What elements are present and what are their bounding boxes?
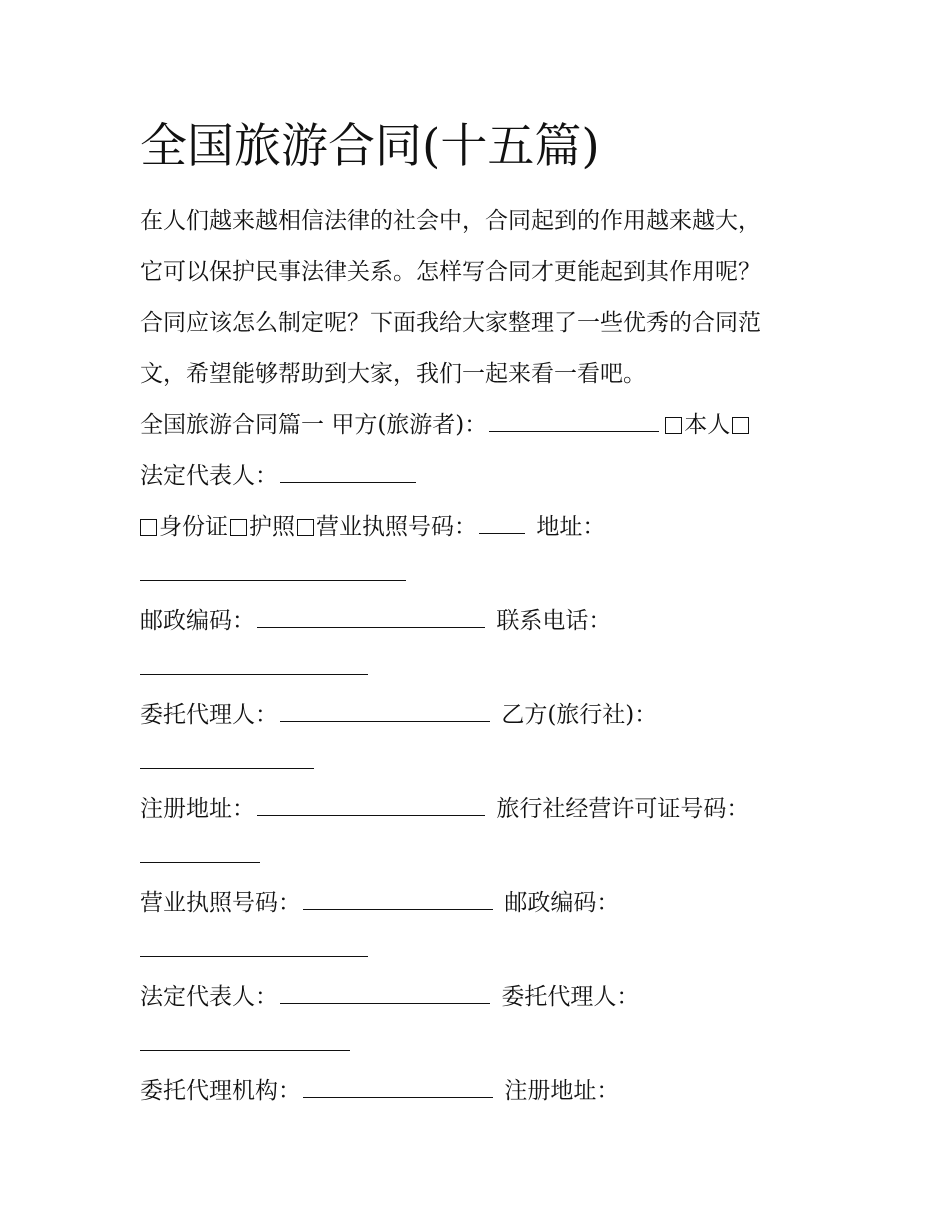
- section-heading: 全国旅游合同篇一: [140, 412, 324, 438]
- party-a-label: 甲方(旅游者)：: [331, 412, 488, 438]
- agency-label: 委托代理机构：: [140, 1078, 301, 1104]
- legal-rep-2-blank[interactable]: [280, 981, 490, 1004]
- registered-address-label-2: 注册地址：: [504, 1078, 620, 1104]
- postcode-2-blank[interactable]: [140, 934, 368, 957]
- form-line-id-type: [140, 511, 605, 543]
- intro-line-4: 文，希望能够帮助到大家，我们一起来看一看吧。: [140, 361, 646, 387]
- legal-rep-label: 法定代表人：: [140, 463, 278, 489]
- passport-option-label: 护照: [249, 514, 295, 540]
- form-line-legal-rep-2: [140, 981, 639, 1013]
- agent-2-blank[interactable]: [140, 1028, 350, 1051]
- form-line-legal-rep: [140, 460, 420, 492]
- agent-label: 委托代理人：: [140, 702, 278, 728]
- self-option-label: 本人: [684, 412, 731, 438]
- passport-checkbox[interactable]: [230, 519, 247, 536]
- id-number-blank[interactable]: [479, 511, 525, 534]
- document-title: 全国旅游合同(十五篇): [140, 119, 600, 174]
- phone-label: 联系电话：: [496, 608, 612, 634]
- party-b-label: 乙方(旅行社)：: [501, 702, 658, 728]
- form-line-phone-blank: [140, 652, 372, 684]
- postcode-label: 邮政编码：: [140, 608, 255, 634]
- form-line-agency: [140, 1075, 619, 1107]
- intro-line-3: 合同应该怎么制定呢？下面我给大家整理了一些优秀的合同范: [140, 310, 761, 336]
- form-line-address-blank: [140, 558, 410, 590]
- legal-rep-blank[interactable]: [280, 460, 416, 483]
- party-a-blank[interactable]: [489, 409, 659, 432]
- business-license-blank[interactable]: [303, 887, 493, 910]
- agency-blank[interactable]: [303, 1075, 493, 1098]
- address-label: 地址：: [536, 514, 606, 540]
- intro-line-1: 在人们越来越相信法律的社会中，合同起到的作用越来越大，: [140, 208, 761, 234]
- postcode-blank[interactable]: [257, 605, 485, 628]
- business-license-checkbox[interactable]: [297, 519, 314, 536]
- self-checkbox[interactable]: [665, 417, 682, 434]
- address-blank[interactable]: [140, 558, 406, 581]
- form-line-party-a: [140, 409, 751, 441]
- business-license-label: 营业执照号码：: [140, 890, 301, 916]
- form-line-agent-2-blank: [140, 1028, 354, 1060]
- form-line-business-license: [140, 887, 619, 919]
- id-card-option-label: 身份证: [159, 514, 228, 540]
- form-line-postcode-2-blank: [140, 934, 372, 966]
- id-card-checkbox[interactable]: [140, 519, 157, 536]
- agent-blank[interactable]: [280, 699, 490, 722]
- legal-rep-label-2: 法定代表人：: [140, 984, 278, 1010]
- legal-rep-checkbox[interactable]: [732, 417, 749, 434]
- agent-label-2: 委托代理人：: [501, 984, 640, 1010]
- party-b-blank[interactable]: [140, 746, 314, 769]
- form-line-travel-license-blank: [140, 840, 264, 872]
- business-license-option-label: 营业执照号码：: [316, 514, 477, 540]
- form-line-postcode: [140, 605, 611, 637]
- phone-blank[interactable]: [140, 652, 368, 675]
- postcode-label-2: 邮政编码：: [504, 890, 620, 916]
- registered-address-blank[interactable]: [257, 793, 485, 816]
- form-line-agent: [140, 699, 657, 731]
- registered-address-label: 注册地址：: [140, 796, 255, 822]
- travel-license-label: 旅行社经营许可证号码：: [496, 796, 750, 822]
- intro-line-2: 它可以保护民事法律关系。怎样写合同才更能起到其作用呢？: [140, 259, 761, 285]
- form-line-registered-address: [140, 793, 749, 825]
- form-line-party-b-blank: [140, 746, 318, 778]
- travel-license-blank[interactable]: [140, 840, 260, 863]
